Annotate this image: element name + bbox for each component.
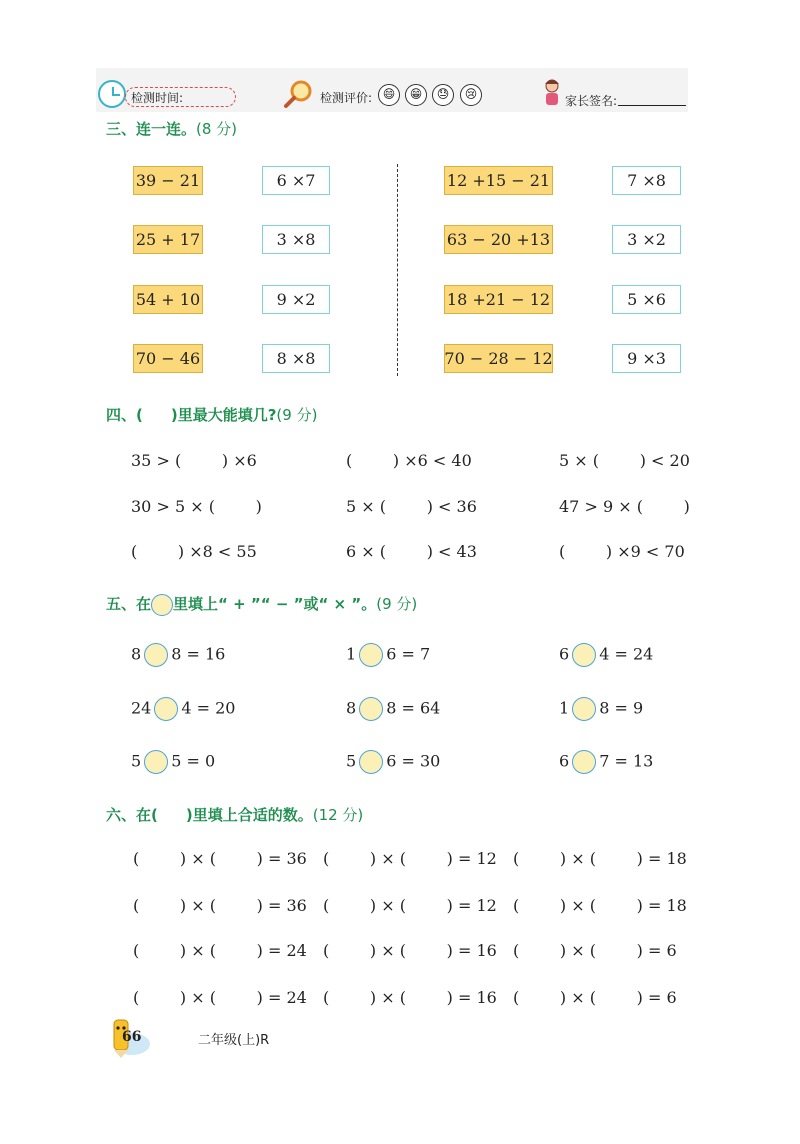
operator-circle[interactable] — [572, 643, 596, 667]
divider — [397, 164, 398, 376]
time-label: 检测时间: — [131, 91, 184, 105]
product-equation[interactable]: ( ) × ( ) = 12 — [323, 849, 497, 868]
sign-field[interactable] — [618, 105, 686, 106]
inequality[interactable]: ( ) ×8 < 55 — [131, 542, 257, 561]
inequality[interactable]: 5 × ( ) < 20 — [559, 451, 690, 470]
product-box[interactable]: 3 ×8 — [262, 225, 330, 254]
page-number: 66 — [122, 1029, 142, 1045]
section5-title: 五、在 里填上“ + ”“ − ”或“ × ”。(9 分) — [106, 593, 417, 616]
expr-box[interactable]: 18 +21 − 12 — [444, 285, 553, 314]
operator-equation[interactable]: 24 4 = 20 — [131, 697, 235, 721]
inequality[interactable]: 6 × ( ) < 43 — [346, 542, 477, 561]
product-box[interactable]: 9 ×3 — [612, 344, 681, 373]
product-box[interactable]: 9 ×2 — [262, 285, 330, 314]
product-equation[interactable]: ( ) × ( ) = 12 — [323, 896, 497, 915]
inequality[interactable]: ( ) ×9 < 70 — [559, 542, 685, 561]
product-equation[interactable]: ( ) × ( ) = 6 — [513, 941, 677, 960]
operator-equation[interactable]: 1 8 = 9 — [559, 697, 643, 721]
face-cry-icon: 😢 — [460, 84, 482, 106]
expr-box[interactable]: 54 + 10 — [133, 285, 203, 314]
product-box[interactable]: 7 ×8 — [612, 166, 681, 195]
face-sweat-icon: 😓 — [432, 84, 454, 106]
product-equation[interactable]: ( ) × ( ) = 6 — [513, 988, 677, 1007]
operator-equation[interactable]: 6 4 = 24 — [559, 643, 653, 667]
operator-equation[interactable]: 8 8 = 16 — [131, 643, 225, 667]
expr-box[interactable]: 70 − 28 − 12 — [444, 344, 553, 373]
eval-label: 检测评价: — [320, 91, 373, 105]
operator-circle[interactable] — [359, 750, 383, 774]
inequality[interactable]: 47 > 9 × ( ) — [559, 497, 690, 516]
product-equation[interactable]: ( ) × ( ) = 18 — [513, 896, 687, 915]
product-box[interactable]: 3 ×2 — [612, 225, 681, 254]
expr-box[interactable]: 39 − 21 — [133, 166, 203, 195]
product-equation[interactable]: ( ) × ( ) = 36 — [133, 896, 307, 915]
section6-title: 六、在( )里填上合适的数。(12 分) — [106, 806, 364, 824]
operator-circle[interactable] — [154, 697, 178, 721]
product-box[interactable]: 6 ×7 — [262, 166, 330, 195]
operator-equation[interactable]: 6 7 = 13 — [559, 750, 653, 774]
operator-equation[interactable]: 8 8 = 64 — [346, 697, 440, 721]
clock-icon — [98, 80, 126, 108]
magnifier-icon — [283, 79, 313, 109]
inequality[interactable]: ( ) ×6 < 40 — [346, 451, 472, 470]
operator-equation[interactable]: 5 5 = 0 — [131, 750, 215, 774]
operator-circle[interactable] — [359, 643, 383, 667]
operator-equation[interactable]: 5 6 = 30 — [346, 750, 440, 774]
circle-icon — [151, 594, 173, 616]
product-equation[interactable]: ( ) × ( ) = 18 — [513, 849, 687, 868]
face-grin-icon: 😁 — [405, 84, 427, 106]
expr-box[interactable]: 25 + 17 — [133, 225, 203, 254]
sign-label: 家长签名: — [565, 94, 618, 108]
inequality[interactable]: 5 × ( ) < 36 — [346, 497, 477, 516]
face-happy-icon: 😄 — [378, 84, 400, 106]
operator-circle[interactable] — [572, 697, 596, 721]
operator-circle[interactable] — [572, 750, 596, 774]
product-equation[interactable]: ( ) × ( ) = 16 — [323, 941, 497, 960]
grade-label: 二年级(上)R — [198, 1033, 270, 1048]
expr-box[interactable]: 70 − 46 — [133, 344, 203, 373]
operator-circle[interactable] — [144, 750, 168, 774]
section3-title: 三、连一连。(8 分) — [106, 120, 238, 138]
product-box[interactable]: 5 ×6 — [612, 285, 681, 314]
product-box[interactable]: 8 ×8 — [262, 344, 330, 373]
product-equation[interactable]: ( ) × ( ) = 36 — [133, 849, 307, 868]
product-equation[interactable]: ( ) × ( ) = 16 — [323, 988, 497, 1007]
inequality[interactable]: 35 > ( ) ×6 — [131, 451, 257, 470]
operator-circle[interactable] — [144, 643, 168, 667]
product-equation[interactable]: ( ) × ( ) = 24 — [133, 988, 307, 1007]
operator-equation[interactable]: 1 6 = 7 — [346, 643, 430, 667]
expr-box[interactable]: 12 +15 − 21 — [444, 166, 553, 195]
section4-title: 四、( )里最大能填几?(9 分) — [106, 406, 318, 424]
operator-circle[interactable] — [359, 697, 383, 721]
product-equation[interactable]: ( ) × ( ) = 24 — [133, 941, 307, 960]
girl-icon — [540, 78, 564, 108]
expr-box[interactable]: 63 − 20 +13 — [444, 225, 553, 254]
inequality[interactable]: 30 > 5 × ( ) — [131, 497, 262, 516]
